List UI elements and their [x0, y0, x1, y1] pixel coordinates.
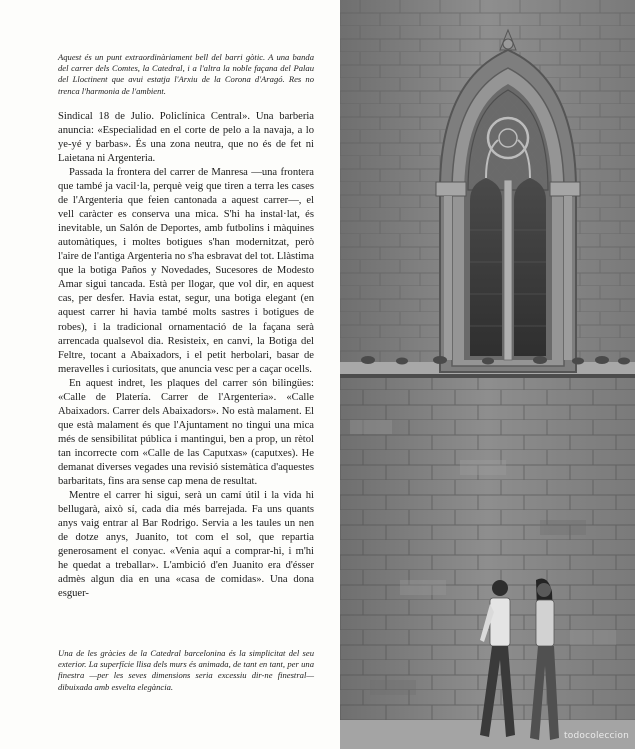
- watermark: todocoleccion: [564, 731, 629, 741]
- text-column: [58, 52, 314, 601]
- article-body: [58, 110, 314, 602]
- paragraph-2: Passada la frontera del carrer de Manresa —una frontera que també ja vacil·la, perquè veig que tiren a terra les cases de l'Argenteria que feien cantonada a aquest carrer—, el vell caràcter es conserva una mica. S'hi ha instal·lat, és inevitable, un Salón de Deportes, amb futbolins i màquines automàtiques, i moltes botigues s'han modernitzat, però l'aire de l'antiga Argenteria no s'ha esbravat del tot. Llàstima que la botiga Paños y Novedades, Sucesores de Modesto Amar sigui tancada. Està per llogar, que vol dir, en aquest cas, per desfer. Havia estat, segur, una botiga elegant (en aquest carrer hi havia també molts sastres i botigues de robes), i la tradicional ornamentació de la façana serà arrencada qualsevol dia. Resisteix, en canvi, la Botiga del Feltre, tocant a Abaixadors, i el petit herbolari, basar de meravelles i curiositats, que anuncia vesc per a caçar ocells.: [58, 167, 314, 375]
- paragraph-1: Sindical 18 de Julio. Policlínica Central». Una barberia anuncia: «Especialidad en el corte de pelo a la navaja, a lo ye-yé y barbas». És una zona neutra, que no és de fet ni Laietana ni Argenteria.: [58, 110, 314, 164]
- cathedral-photo: [340, 0, 635, 749]
- cathedral-wall-illustration: [340, 0, 635, 749]
- bottom-photo-caption: Una de les gràcies de la Catedral barcelonina és la simplicitat del seu exterior. La superfície llisa dels murs és animada, de tant en tant, per una finestra —per les seves dimensions seria excessiu dir-ne finestral— dibuixada amb esvelta elegància.: [58, 648, 314, 692]
- top-photo-caption: Aquest és un punt extraordinàriament bell del barri gòtic. A una banda del carrer dels Comtes, la Catedral, i a l'altra la noble façana del Palau del Lloctinent que avui estatja l'Arxiu de la Corona d'Aragó. Res no trenca l'harmonia de l'ambient.: [58, 52, 314, 96]
- paragraph-3: En aquest indret, les plaques del carrer són bilingües: «Calle de Platería. Carrer de l'Argenteria». «Calle Abaixadors. Carrer dels Abaixadors». No està malament. El que està malament és que l'Ajuntament no tingui una mica més de sensibilitat pública i mantingui, ben a prop, un rètol tan incorrecte com «Calle de las Caputxas» (caputxes). He demanat diverses vegades una revisió sistemàtica d'aquestes barbaritats, fins ara sense cap mena de resultat.: [58, 377, 314, 488]
- window-pane-right: [514, 178, 546, 356]
- window-pane-left: [470, 178, 502, 356]
- paragraph-4: Mentre el carrer hi sigui, serà un camí útil i la vida hi bellugarà, això sí, cada dia més barrejada. Fa uns quants anys vaig entrar al Bar Rodrigo. Servia a les taules un nen de dotze anys, Juanito, tot com el sol, que repartia generosament el conyac. «Venia aquí a comprar-hi, i m'hi he quedat a treballar». L'ambició d'en Juanito era d'ésser admès algun dia en una «casa de comidas». Una dona esguer-: [58, 490, 314, 600]
